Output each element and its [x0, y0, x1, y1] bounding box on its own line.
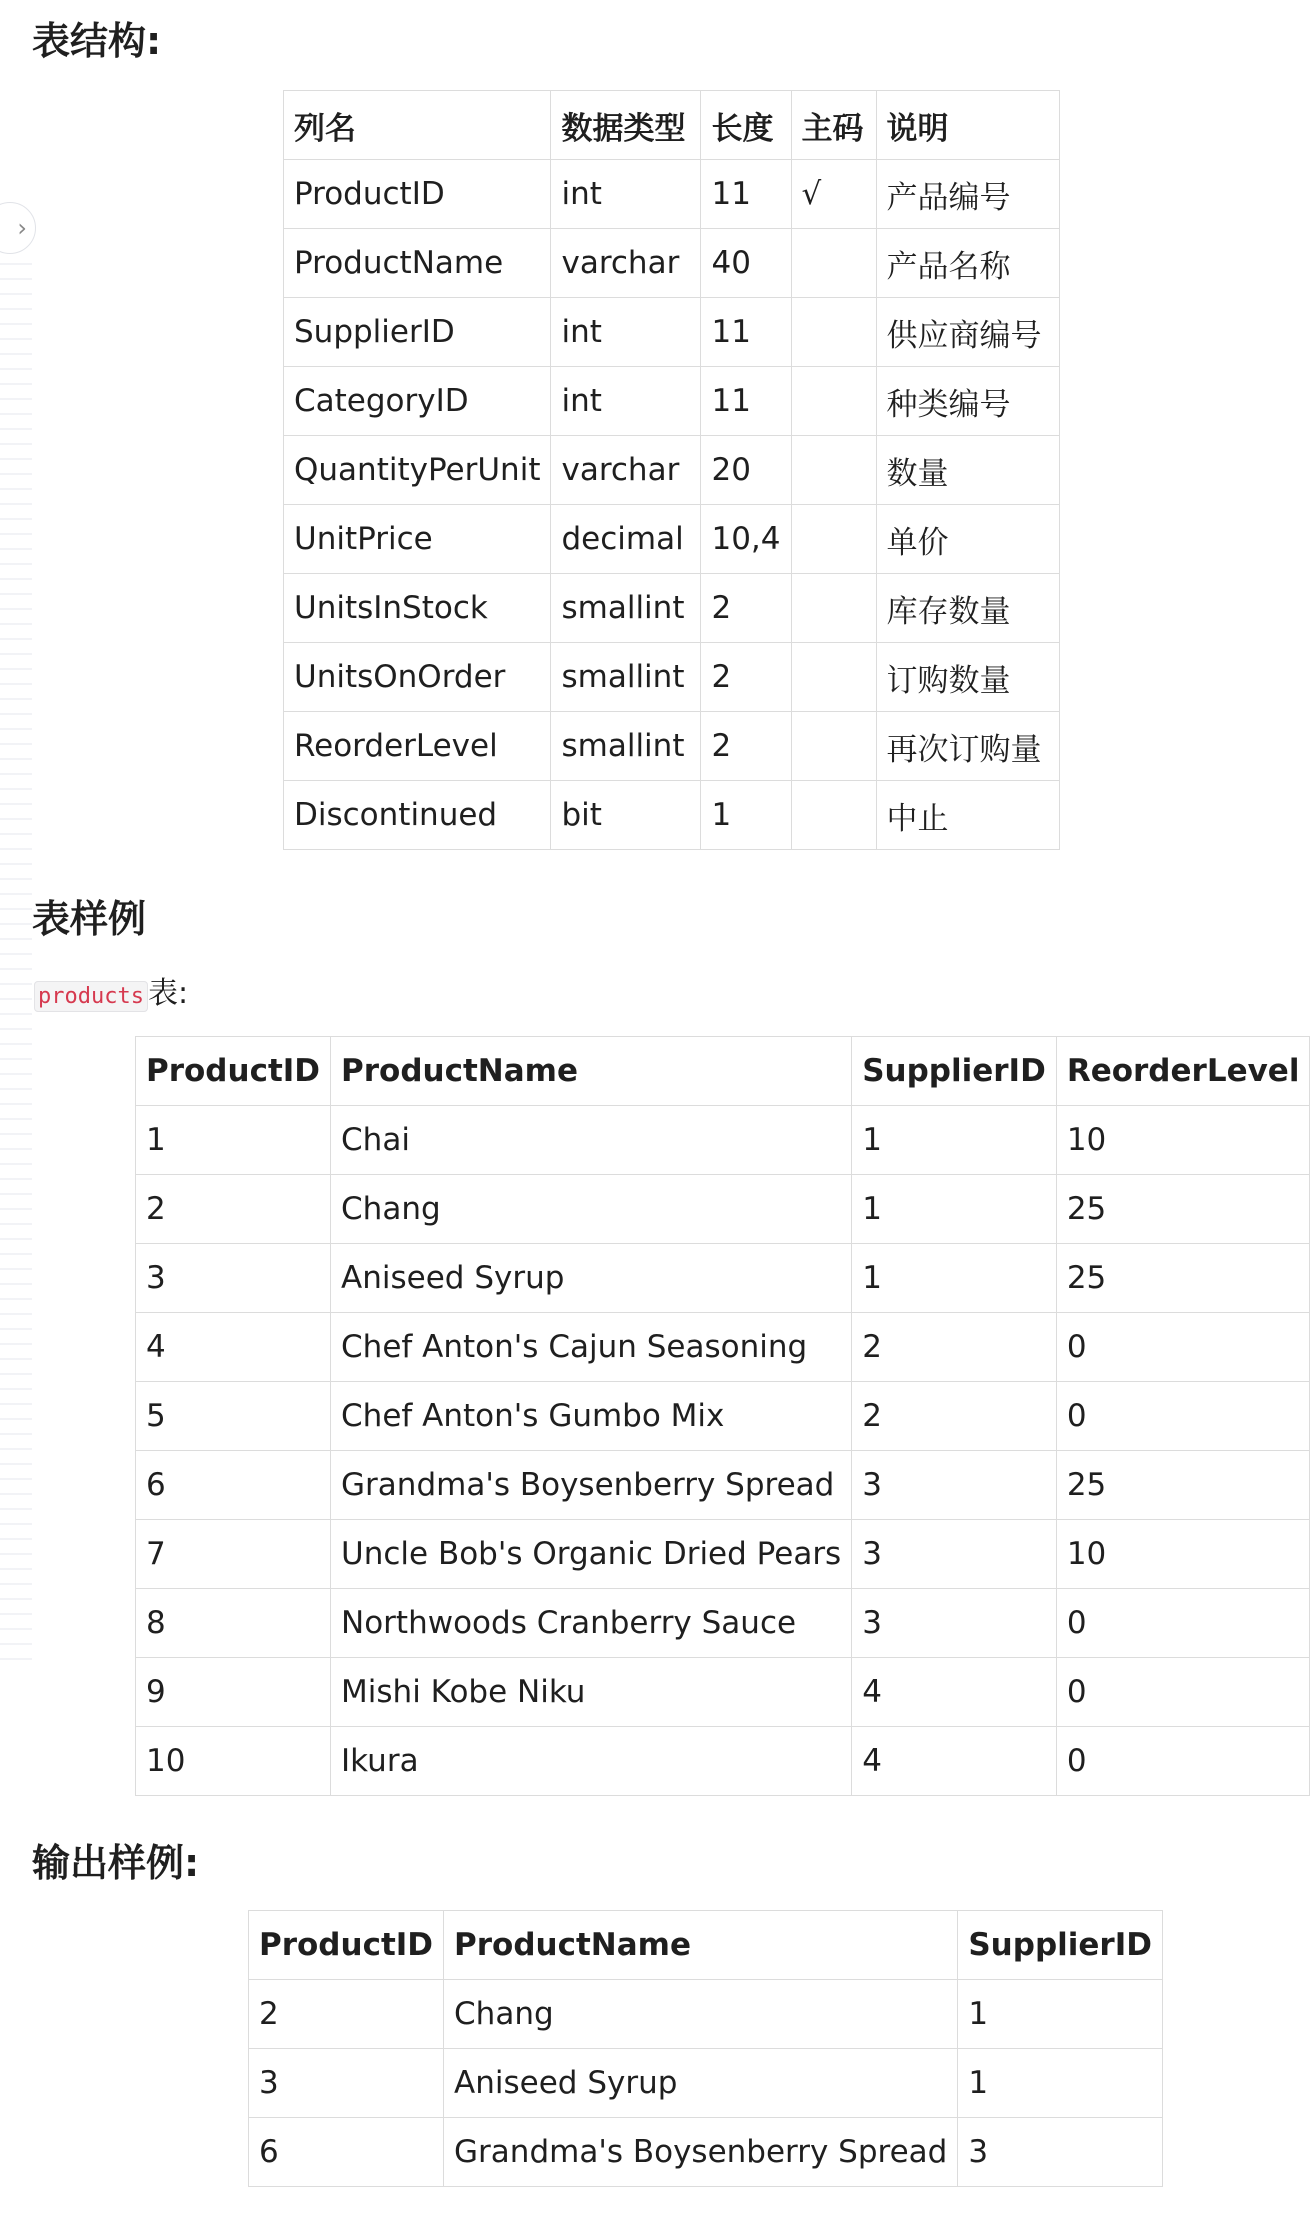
table-cell: 40: [701, 229, 791, 298]
table-cell: bit: [551, 781, 701, 850]
table-cell: int: [551, 160, 701, 229]
table-cell: Uncle Bob's Organic Dried Pears: [331, 1520, 852, 1589]
table-cell: 数量: [876, 436, 1059, 505]
table-cell: 8: [136, 1589, 331, 1658]
table-cell: Northwoods Cranberry Sauce: [331, 1589, 852, 1658]
table-cell: Chef Anton's Gumbo Mix: [331, 1382, 852, 1451]
table-cell: SupplierID: [284, 298, 551, 367]
table-cell: 3: [852, 1520, 1057, 1589]
output-table-body: [249, 1980, 1163, 2187]
table-name-code: products: [34, 981, 148, 1012]
table-cell: 2: [136, 1175, 331, 1244]
section-heading-structure: 表结构:: [32, 19, 162, 63]
table-cell: 7: [136, 1520, 331, 1589]
table-cell: 6: [136, 1451, 331, 1520]
table-cell: int: [551, 367, 701, 436]
table-cell: 10: [136, 1727, 331, 1796]
table-cell: 1: [852, 1244, 1057, 1313]
table-cell: 再次订购量: [876, 712, 1059, 781]
column-header: 主码: [791, 91, 876, 160]
table-cell: Grandma's Boysenberry Spread: [331, 1451, 852, 1520]
table-cell: 2: [701, 574, 791, 643]
table-row: [284, 643, 1060, 712]
table-cell: 20: [701, 436, 791, 505]
table-row: [136, 1727, 1310, 1796]
table-cell: decimal: [551, 505, 701, 574]
structure-table-body: [284, 160, 1060, 850]
table-cell: [791, 781, 876, 850]
column-header: ReorderLevel: [1056, 1037, 1310, 1106]
table-row: [284, 436, 1060, 505]
table-header-row: [249, 1911, 1163, 1980]
table-cell: 25: [1056, 1244, 1310, 1313]
table-cell: 单价: [876, 505, 1059, 574]
table-cell: 10,4: [701, 505, 791, 574]
table-row: [249, 1980, 1163, 2049]
table-cell: 2: [852, 1382, 1057, 1451]
column-header: 数据类型: [551, 91, 701, 160]
table-cell: 订购数量: [876, 643, 1059, 712]
table-header-row: [284, 91, 1060, 160]
table-row: [284, 367, 1060, 436]
table-cell: 25: [1056, 1175, 1310, 1244]
table-cell: smallint: [551, 643, 701, 712]
table-row: [284, 505, 1060, 574]
table-row: [136, 1520, 1310, 1589]
table-row: [284, 298, 1060, 367]
column-header: ProductName: [444, 1911, 958, 1980]
table-row: [136, 1244, 1310, 1313]
table-cell: Chef Anton's Cajun Seasoning: [331, 1313, 852, 1382]
table-row: [284, 160, 1060, 229]
table-row: [136, 1589, 1310, 1658]
column-header: ProductID: [136, 1037, 331, 1106]
table-row: [136, 1451, 1310, 1520]
column-header: 列名: [284, 91, 551, 160]
table-cell: Chai: [331, 1106, 852, 1175]
output-table: [248, 1910, 1163, 2187]
table-cell: [791, 712, 876, 781]
table-cell: 产品编号: [876, 160, 1059, 229]
table-cell: Aniseed Syrup: [331, 1244, 852, 1313]
structure-table: [283, 90, 1060, 850]
table-cell: 11: [701, 160, 791, 229]
table-cell: 0: [1056, 1658, 1310, 1727]
table-cell: QuantityPerUnit: [284, 436, 551, 505]
column-header: SupplierID: [852, 1037, 1057, 1106]
table-cell: 产品名称: [876, 229, 1059, 298]
table-cell: Ikura: [331, 1727, 852, 1796]
table-row: [136, 1106, 1310, 1175]
table-cell: 6: [249, 2118, 444, 2187]
table-cell: Grandma's Boysenberry Spread: [444, 2118, 958, 2187]
section-heading-output: 输出样例:: [32, 1841, 200, 1885]
table-row: [136, 1658, 1310, 1727]
table-cell: [791, 367, 876, 436]
table-cell: 1: [852, 1175, 1057, 1244]
column-header: 说明: [876, 91, 1059, 160]
table-cell: Chang: [444, 1980, 958, 2049]
table-cell: 0: [1056, 1313, 1310, 1382]
table-cell: [791, 229, 876, 298]
table-row: [284, 229, 1060, 298]
column-header: SupplierID: [958, 1911, 1163, 1980]
table-header-row: [136, 1037, 1310, 1106]
table-cell: 1: [701, 781, 791, 850]
table-cell: 供应商编号: [876, 298, 1059, 367]
table-cell: 4: [136, 1313, 331, 1382]
table-cell: UnitsInStock: [284, 574, 551, 643]
table-cell: [791, 643, 876, 712]
table-row: [136, 1175, 1310, 1244]
table-cell: 1: [136, 1106, 331, 1175]
table-cell: UnitsOnOrder: [284, 643, 551, 712]
chevron-right-icon: ›: [17, 214, 27, 242]
table-cell: ProductName: [284, 229, 551, 298]
table-cell: 1: [852, 1106, 1057, 1175]
sidebar-outline-decoration: [0, 250, 32, 1670]
table-row: [136, 1382, 1310, 1451]
table-cell: 2: [701, 643, 791, 712]
table-cell: ReorderLevel: [284, 712, 551, 781]
table-cell: [791, 574, 876, 643]
sample-table: [135, 1036, 1310, 1796]
table-row: [249, 2049, 1163, 2118]
table-cell: 5: [136, 1382, 331, 1451]
column-header: ProductName: [331, 1037, 852, 1106]
table-cell: CategoryID: [284, 367, 551, 436]
table-cell: 4: [852, 1727, 1057, 1796]
table-cell: 库存数量: [876, 574, 1059, 643]
table-cell: Discontinued: [284, 781, 551, 850]
table-cell: 11: [701, 298, 791, 367]
table-row: [249, 2118, 1163, 2187]
table-cell: 10: [1056, 1520, 1310, 1589]
table-cell: UnitPrice: [284, 505, 551, 574]
table-cell: Aniseed Syrup: [444, 2049, 958, 2118]
table-row: [136, 1313, 1310, 1382]
table-cell: 1: [958, 1980, 1163, 2049]
table-cell: 10: [1056, 1106, 1310, 1175]
table-cell: 3: [958, 2118, 1163, 2187]
table-cell: 种类编号: [876, 367, 1059, 436]
section-heading-sample: 表样例: [32, 897, 147, 941]
sidebar-toggle-button[interactable]: [0, 202, 36, 254]
table-cell: √: [791, 160, 876, 229]
table-cell: 3: [249, 2049, 444, 2118]
table-cell: 2: [249, 1980, 444, 2049]
column-header: 长度: [701, 91, 791, 160]
table-cell: 25: [1056, 1451, 1310, 1520]
table-cell: 4: [852, 1658, 1057, 1727]
table-row: [284, 574, 1060, 643]
table-cell: 3: [852, 1451, 1057, 1520]
table-cell: 0: [1056, 1589, 1310, 1658]
table-cell: [791, 505, 876, 574]
table-cell: 1: [958, 2049, 1163, 2118]
table-cell: 9: [136, 1658, 331, 1727]
table-cell: varchar: [551, 229, 701, 298]
table-row: [284, 781, 1060, 850]
table-cell: 3: [136, 1244, 331, 1313]
table-cell: smallint: [551, 574, 701, 643]
table-cell: 中止: [876, 781, 1059, 850]
table-cell: 0: [1056, 1382, 1310, 1451]
table-cell: Mishi Kobe Niku: [331, 1658, 852, 1727]
table-cell: smallint: [551, 712, 701, 781]
table-cell: [791, 436, 876, 505]
table-cell: 2: [852, 1313, 1057, 1382]
caption-suffix: 表:: [147, 976, 189, 1011]
sample-table-body: [136, 1106, 1310, 1796]
table-cell: 0: [1056, 1727, 1310, 1796]
table-cell: 2: [701, 712, 791, 781]
table-cell: int: [551, 298, 701, 367]
table-cell: ProductID: [284, 160, 551, 229]
table-caption: [34, 968, 188, 1012]
table-cell: varchar: [551, 436, 701, 505]
column-header: ProductID: [249, 1911, 444, 1980]
table-cell: 3: [852, 1589, 1057, 1658]
table-row: [284, 712, 1060, 781]
table-cell: Chang: [331, 1175, 852, 1244]
table-cell: [791, 298, 876, 367]
table-cell: 11: [701, 367, 791, 436]
